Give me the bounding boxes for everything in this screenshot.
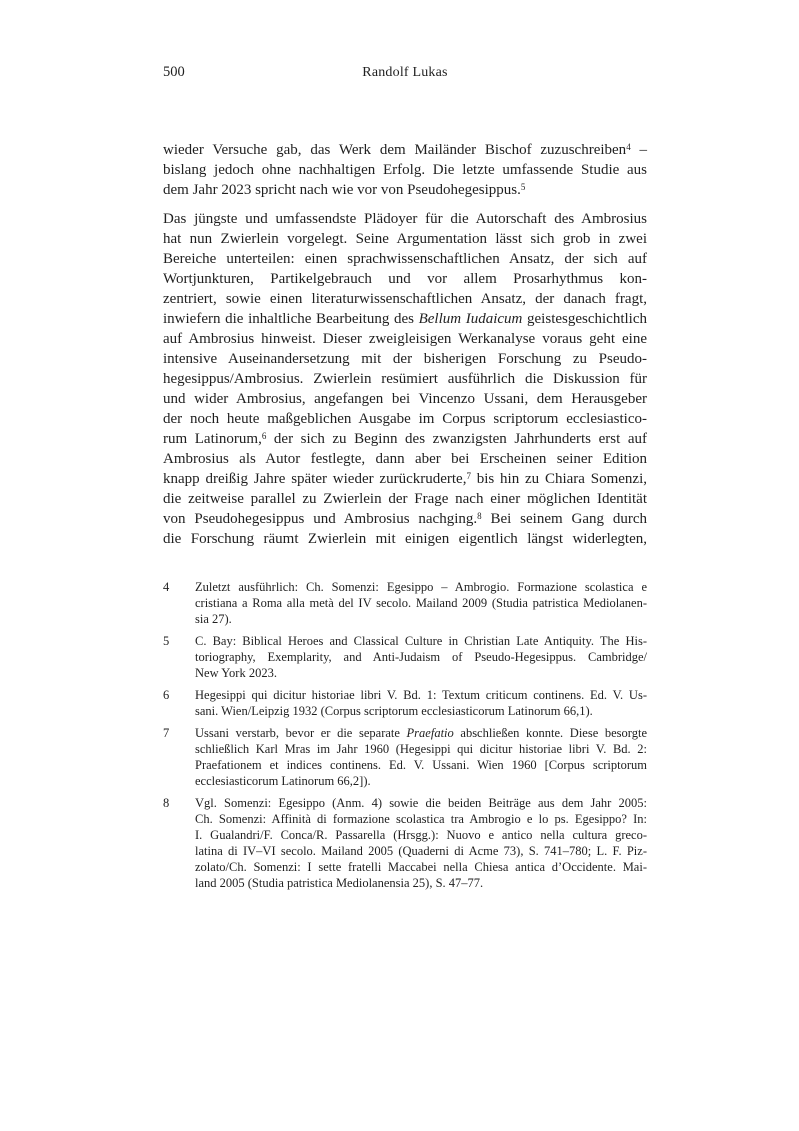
text-run: schließlich Karl Mras im Jahr 1960 (Hegesippi qui dicitur historiae libri V. Bd. 2: [195, 742, 647, 756]
text-run: Ch. Somenzi: Affinità di formazione scolastica tra Ambrogio e lo ps. Egesippo? In: [195, 812, 647, 826]
text-run: cristiana a Roma alla metà del IV secolo. Mailand 2009 (Studia patristica Mediolanen- [195, 596, 647, 610]
footnote-number: 8 [163, 796, 170, 810]
footnote-line [195, 687, 647, 703]
body-line [163, 160, 647, 180]
footnote-line [195, 875, 647, 891]
text-run: der noch heute maßgeblichen Ausgabe im Corpus scriptorum ecclesiastico- [163, 411, 647, 427]
body-line [163, 269, 647, 289]
text-run: zolato/Ch. Somenzi: I sette fratelli Maccabei nella Chiesa antica d’Occidente. Mai- [195, 860, 647, 874]
running-title: Randolf Lukas [362, 65, 448, 80]
footnote-number: 7 [163, 726, 170, 740]
footnote-line [195, 649, 647, 665]
text-run: Bereiche unterteilen: einen sprachwissenschaftlichen Ansatz, der sich auf [163, 251, 647, 267]
body-line [163, 249, 647, 269]
footnote-line [195, 827, 647, 843]
footnote-text [195, 633, 647, 681]
text-run: land 2005 (Studia patristica Mediolanensia 25), S. 47–77. [195, 876, 484, 890]
text-run: sia 27). [195, 612, 232, 626]
text-run: inwiefern die inhaltliche Bearbeitung des [163, 311, 419, 327]
body-line [163, 140, 647, 160]
body-line [163, 369, 647, 389]
paragraph [163, 209, 647, 549]
body-line [163, 329, 647, 349]
text-run: sani. Wien/Leipzig 1932 (Corpus scriptorum ecclesiasticorum Latinorum 66,1). [195, 704, 593, 718]
body-line [163, 349, 647, 369]
footnote-ref: 4 [626, 141, 631, 152]
footnote-line [195, 773, 647, 789]
text-run: knapp dreißig Jahre später wieder zurückruderte, [163, 471, 467, 487]
text-run: abschließen konnte. Diese besorgte [453, 726, 647, 740]
text-run: bislang jedoch ohne nachhaltigen Erfolg. Die letzte umfassende Studie aus [163, 162, 647, 178]
footnote-line [195, 579, 647, 595]
text-run: Hegesippi qui dicitur historiae libri V. Bd. 1: Textum criticum continens. Ed. V. Us- [195, 688, 647, 702]
footnote-line [195, 811, 647, 827]
footnote-text [195, 579, 647, 627]
body-line [163, 429, 647, 449]
footnote-text [195, 795, 647, 891]
footnote-line [195, 703, 647, 719]
text-run: wieder Versuche gab, das Werk dem Mailänder Bischof zuzuschreiben [163, 142, 627, 158]
footnote-line [195, 611, 647, 627]
body-line [163, 229, 647, 249]
footnote [163, 795, 647, 891]
text-run: geistesgeschichtlich [522, 311, 647, 327]
page-number: 500 [163, 64, 185, 80]
text-run: Praefationem et indices continens. Ed. V. Ussani. Wien 1960 [Corpus scriptorum [195, 758, 647, 772]
text-run: dem Jahr 2023 spricht nach wie vor von Pseudohegesippus. [163, 182, 521, 198]
body-line [163, 409, 647, 429]
footnote-line [195, 741, 647, 757]
text-run: hegesippus/Ambrosius. Zwierlein resümiert ausführlich die Diskussion für [163, 371, 647, 387]
text-run: Bei seinem Gang durch [481, 511, 647, 527]
footnote-line [195, 633, 647, 649]
paragraph [163, 140, 647, 200]
footnote-text [195, 725, 647, 789]
text-run: und wider Ambrosius, angefangen bei Vincenzo Ussani, dem Herausgeber [163, 391, 647, 407]
text-run: der sich zu Beginn des zwanzigsten Jahrhunderts erst auf [266, 431, 647, 447]
text-run: Vgl. Somenzi: Egesippo (Anm. 4) sowie die beiden Beiträge aus dem Jahr 2005: [195, 796, 647, 810]
body-line [163, 529, 647, 549]
footnote-number: 6 [163, 688, 170, 702]
text-run: C. Bay: Biblical Heroes and Classical Culture in Christian Late Antiquity. The His- [195, 634, 647, 648]
text-run: Ussani verstarb, bevor er die separate [195, 726, 407, 740]
footnote-text [195, 687, 647, 719]
body-line [163, 449, 647, 469]
text-run: die zeitweise parallel zu Zwierlein der Frage nach einer möglichen Identität [163, 491, 647, 507]
text-run: Zuletzt ausführlich: Ch. Somenzi: Egesippo – Ambrogio. Formazione scolastica e [195, 580, 647, 594]
footnote [163, 633, 647, 681]
text-run: rum Latinorum, [163, 431, 262, 447]
text-run: Das jüngste und umfassendste Plädoyer für die Autorschaft des Ambrosius [163, 211, 647, 227]
footnote-number: 5 [163, 634, 170, 648]
text-run: I. Gualandri/F. Conca/R. Passarella (Hrsgg.): Nuovo e antico nella cultura greco- [195, 828, 647, 842]
footnote [163, 725, 647, 789]
footnote-line [195, 795, 647, 811]
footnote-ref: 8 [477, 510, 482, 521]
text-run: die Forschung räumt Zwierlein mit einigen eigentlich längst widerlegten, [163, 531, 647, 547]
footnote-ref: 7 [466, 470, 471, 481]
italic-text: Praefatio [406, 726, 454, 740]
italic-text: Bellum Iudaicum [418, 311, 523, 327]
body-text [163, 140, 647, 549]
footnote-ref: 6 [261, 430, 267, 441]
body-line [163, 309, 647, 329]
text-run: bis hin zu Chiara Somenzi, [470, 471, 648, 487]
text-run: von Pseudohegesippus und Ambrosius nachging. [163, 511, 478, 527]
body-line [163, 389, 647, 409]
text-run: auf Ambrosius hinweist. Dieser zweigleisigen Werkanalyse voraus geht eine [163, 331, 647, 347]
body-line [163, 509, 647, 529]
body-line [163, 489, 647, 509]
body-line [163, 469, 647, 489]
footnote-line [195, 595, 647, 611]
text-run: ecclesiasticorum Latinorum 66,2]). [195, 774, 371, 788]
footnote-line [195, 757, 647, 773]
footnote-line [195, 843, 647, 859]
body-line [163, 180, 647, 200]
footnotes-section [163, 579, 647, 891]
footnote-number: 4 [163, 580, 170, 594]
footnote-line [195, 859, 647, 875]
body-line [163, 289, 647, 309]
footnote [163, 687, 647, 719]
footnote-line [195, 665, 647, 681]
text-run: New York 2023. [195, 666, 277, 680]
text-run: Ambrosius als Autor festlegte, dann aber bei Erscheinen seiner Edition [163, 451, 647, 467]
text-run: intensive Auseinandersetzung mit der bisherigen Forschung zu Pseudo- [163, 351, 647, 367]
body-line [163, 209, 647, 229]
footnote-line [195, 725, 647, 741]
text-run: toriography, Exemplarity, and Anti-Judaism of Pseudo-Hegesippus. Cambridge/ [195, 650, 647, 664]
text-run: hat nun Zwierlein vorgelegt. Seine Argumentation lässt sich grob in zwei [163, 231, 647, 247]
footnote [163, 579, 647, 627]
footnote-ref: 5 [520, 181, 526, 192]
text-run: latina di IV–VI secolo. Mailand 2005 (Quaderni di Acme 73), S. 741–780; L. F. Piz- [195, 844, 647, 858]
text-run: Wortjunkturen, Partikelgebrauch und vor allem Prosarhythmus kon- [163, 271, 647, 287]
text-run: – [630, 142, 647, 158]
text-run: zentriert, sowie einen literaturwissenschaftlichen Ansatz, der danach fragt, [163, 291, 647, 307]
